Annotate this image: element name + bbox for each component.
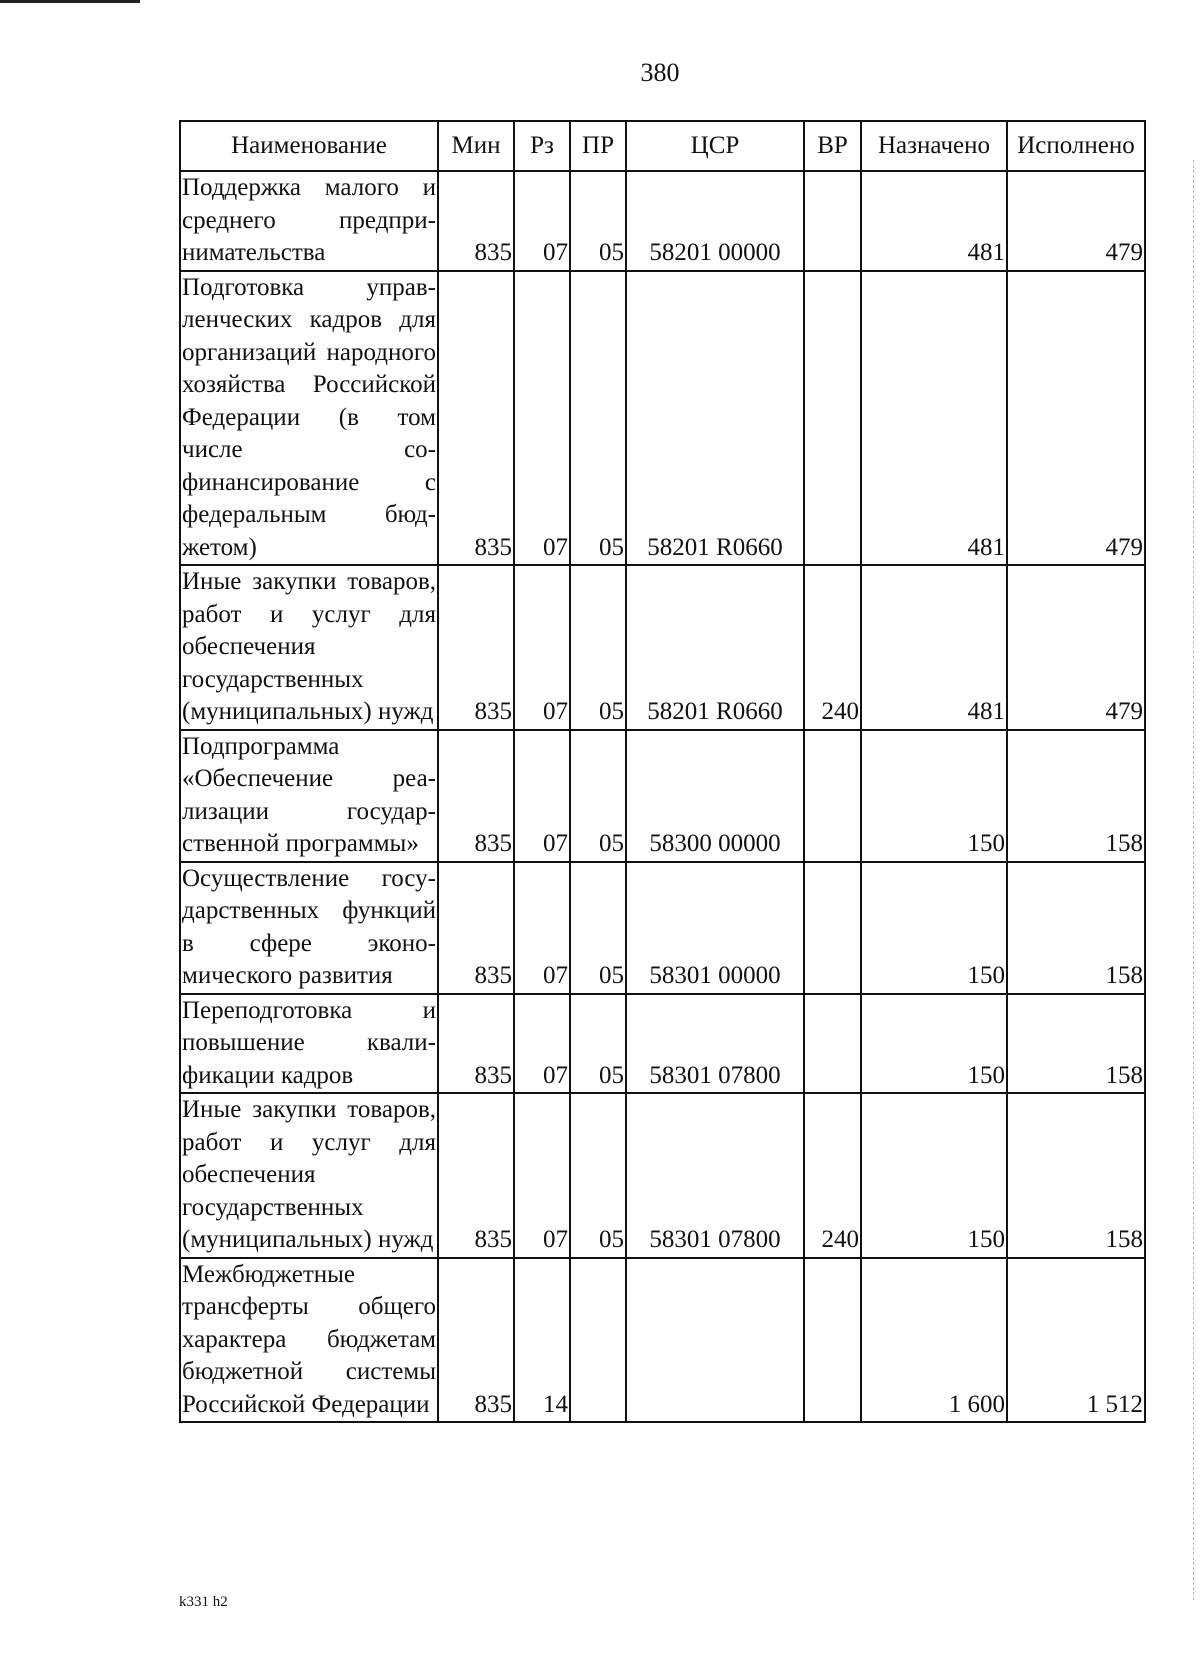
cell-name: Межбюджетные трансферты общего характера бюджетам бюджетной системы Российской Федерации [180,1258,438,1423]
cell-min: 835 [438,1258,514,1423]
cell-csr: 58201 R0660 [626,565,804,730]
page-number: 380 [640,58,680,87]
cell-pr: 05 [570,862,626,994]
cell-executed: 1 512 [1007,1258,1145,1423]
table-row [180,1093,1145,1258]
cell-name: Иные закупки товаров, работ и услуг для обеспечения государственных (муниципальных) нужд [180,1093,438,1258]
cell-rz: 07 [514,565,570,730]
cell-rz: 07 [514,862,570,994]
cell-csr: 58301 00000 [626,862,804,994]
header-csr: ЦСР [626,121,804,171]
cell-name: Осуществление государственных функций в сфере экономического развития [180,862,438,994]
cell-executed: 479 [1007,171,1145,271]
cell-name: Поддержка малого и среднего предпринимательства [180,171,438,271]
header-name: Наименование [180,121,438,171]
cell-vr [804,1258,861,1423]
cell-name: Иные закупки товаров, работ и услуг для обеспечения государственных (муниципальных) нужд [180,565,438,730]
cell-rz: 07 [514,271,570,566]
cell-csr: 58201 00000 [626,171,804,271]
cell-assigned: 481 [861,271,1007,566]
header-vr: ВР [804,121,861,171]
cell-vr [804,862,861,994]
cell-rz: 14 [514,1258,570,1423]
footer-code: k331 h2 [179,1594,228,1610]
scan-right-edge [1193,160,1194,1600]
cell-csr: 58300 00000 [626,730,804,862]
cell-pr: 05 [570,271,626,566]
cell-vr [804,730,861,862]
cell-assigned: 150 [861,994,1007,1094]
cell-executed: 158 [1007,862,1145,994]
cell-pr: 05 [570,171,626,271]
table-row [180,862,1145,994]
table-row [180,171,1145,271]
cell-name: Подпрограмма «Обеспечение реализации государственной программы» [180,730,438,862]
cell-executed: 479 [1007,271,1145,566]
cell-vr: 240 [804,565,861,730]
cell-vr [804,271,861,566]
header-row [180,121,1145,171]
cell-pr: 05 [570,1093,626,1258]
table-row [180,730,1145,862]
cell-vr [804,171,861,271]
cell-csr: 58301 07800 [626,994,804,1094]
cell-rz: 07 [514,994,570,1094]
cell-executed: 158 [1007,994,1145,1094]
table-row [180,1258,1145,1423]
cell-rz: 07 [514,171,570,271]
header-assigned: Назначено [861,121,1007,171]
scan-top-rule [0,0,140,3]
cell-assigned: 150 [861,1093,1007,1258]
cell-assigned: 481 [861,171,1007,271]
cell-executed: 158 [1007,730,1145,862]
cell-pr: 05 [570,565,626,730]
header-min: Мин [438,121,514,171]
cell-rz: 07 [514,1093,570,1258]
cell-min: 835 [438,171,514,271]
cell-pr: 05 [570,730,626,862]
cell-pr [570,1258,626,1423]
cell-min: 835 [438,730,514,862]
cell-name: Переподготовка и повышение квалификации кадров [180,994,438,1094]
cell-min: 835 [438,271,514,566]
header-rz: Рз [514,121,570,171]
cell-assigned: 1 600 [861,1258,1007,1423]
table-row [180,565,1145,730]
cell-min: 835 [438,565,514,730]
cell-pr: 05 [570,994,626,1094]
budget-table [179,120,1146,1423]
cell-name: Подготовка управленческих кадров для организаций народного хозяйства Российской Федерации (в том числе софинансирование с федеральным бюджетом) [180,271,438,566]
table-row [180,994,1145,1094]
cell-vr [804,994,861,1094]
cell-assigned: 481 [861,565,1007,730]
table-row [180,271,1145,566]
cell-rz: 07 [514,730,570,862]
cell-csr: 58301 07800 [626,1093,804,1258]
cell-min: 835 [438,994,514,1094]
header-pr: ПР [570,121,626,171]
cell-min: 835 [438,1093,514,1258]
cell-assigned: 150 [861,730,1007,862]
cell-executed: 479 [1007,565,1145,730]
cell-csr: 58201 R0660 [626,271,804,566]
cell-executed: 158 [1007,1093,1145,1258]
header-executed: Исполнено [1007,121,1145,171]
cell-assigned: 150 [861,862,1007,994]
cell-csr [626,1258,804,1423]
cell-min: 835 [438,862,514,994]
cell-vr: 240 [804,1093,861,1258]
